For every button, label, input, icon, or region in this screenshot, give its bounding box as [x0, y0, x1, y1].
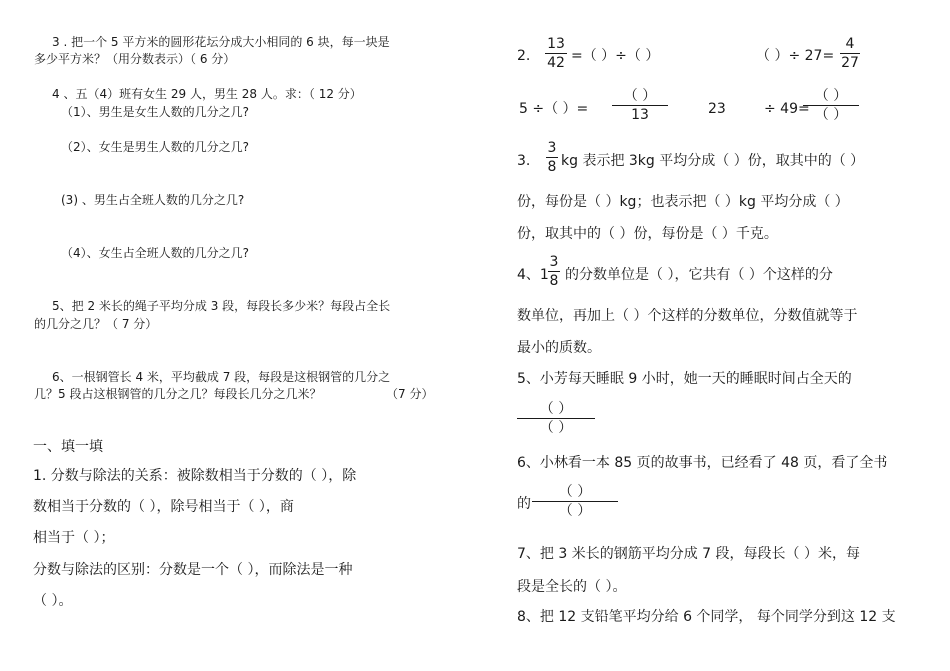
- q2-number-23: 23: [708, 101, 726, 117]
- fill1-line3: 相当于（ ）；: [33, 530, 115, 546]
- fraction-denominator: （ ）: [814, 107, 848, 123]
- q5-line1: 5、小芳每天睡眠 9 小时，她一天的睡眠时间占全天的: [517, 371, 852, 387]
- fill1-line4: 分数与除法的区别：分数是一个（ ），而除法是一种: [33, 562, 353, 578]
- q4-line1: 4 、五（4）班有女生 29 人，男生 28 人。求：（ 12 分）: [52, 87, 362, 101]
- q2-fraction-4-27: [840, 37, 860, 70]
- section-title: 一、填一填: [33, 439, 103, 455]
- fraction-bar: [548, 271, 560, 272]
- q3-line1-rest: kg 表示把 3kg 平均分成（ ）份，取其中的（ ）: [561, 153, 865, 169]
- q3-fraction-3-8: [546, 141, 558, 174]
- fraction-numerator: 4: [845, 36, 855, 52]
- fraction-bar: [612, 105, 668, 106]
- q6-line1: 6、一根钢管长 4 米，平均截成 7 段，每段是这根钢管的几分之: [52, 370, 391, 384]
- fraction-denominator: 8: [547, 159, 557, 175]
- fraction-bar: [545, 53, 567, 54]
- q8-line1: 8、把 12 支铅笔平均分给 6 个同学， 每个同学分到这 12 支: [517, 609, 896, 625]
- q2-fraction-13-42: [545, 37, 567, 70]
- q6-prefix: 的: [517, 496, 531, 512]
- fraction-denominator: 27: [841, 55, 859, 71]
- q5-line2: 的几分之几？（ 7 分）: [34, 317, 158, 331]
- q2-equation1: =（ ）÷（ ）: [571, 48, 660, 64]
- q5-answer-fraction: [517, 402, 595, 435]
- q2-line2-start: 5 ÷（ ）=: [519, 101, 589, 117]
- q6-score: （7 分）: [386, 387, 434, 401]
- q3-line3: 份，取其中的（ ）份，每份是（ ）千克。: [517, 226, 778, 242]
- q4-sub2: （2）、女生是男生人数的几分之几?: [61, 140, 250, 154]
- fraction-bar: [517, 418, 595, 419]
- q2-fraction-blank-blank: [803, 89, 859, 122]
- q2-equation2: （ ）÷ 27=: [756, 48, 835, 64]
- q2-label: 2.: [517, 48, 531, 64]
- fill1-line1: 1. 分数与除法的关系：被除数相当于分数的（ ），除: [33, 468, 357, 484]
- fraction-numerator: （ ）: [814, 88, 848, 104]
- fraction-bar: [546, 157, 558, 158]
- q6-answer-fraction: [532, 485, 618, 518]
- q2-fraction-blank-13: [612, 89, 668, 122]
- fraction-numerator: 13: [547, 36, 565, 52]
- fraction-numerator: 3: [549, 254, 559, 270]
- q3-line2: 份，每份是（ ）kg；也表示把（ ）kg 平均分成（ ）: [517, 194, 849, 210]
- fraction-denominator: 8: [549, 273, 559, 289]
- fraction-numerator: 3: [547, 140, 557, 156]
- q4-label: 4、1: [517, 267, 549, 283]
- fraction-bar: [532, 501, 618, 502]
- fill1-line5: （ ）。: [33, 593, 73, 609]
- fraction-numerator: （ ）: [623, 88, 657, 104]
- q4-line3: 最小的质数。: [517, 340, 601, 356]
- q4-sub4: （4）、女生占全班人数的几分之几?: [61, 246, 250, 260]
- fraction-denominator: （ ）: [558, 503, 592, 519]
- fraction-bar: [840, 53, 860, 54]
- q4-line2: 数单位，再加上（ ）个这样的分数单位，分数值就等于: [517, 308, 858, 324]
- fill1-line2: 数相当于分数的（ ），除号相当于（ ），商: [33, 499, 294, 515]
- q3-line2: 多少平方米？（用分数表示）（ 6 分）: [34, 52, 236, 66]
- q5-line1: 5、把 2 米长的绳子平均分成 3 段，每段长多少米？每段占全长: [52, 299, 391, 313]
- q2-divide-49: ÷ 49=: [764, 101, 810, 117]
- q7-line1: 7、把 3 米长的钢筋平均分成 7 段，每段长（ ）米，每: [517, 546, 860, 562]
- q4-fraction-3-8: [548, 255, 560, 288]
- q7-line2: 段是全长的（ ）。: [517, 579, 627, 595]
- q4-sub1: （1）、男生是女生人数的几分之几?: [61, 105, 250, 119]
- fraction-denominator: （ ）: [539, 420, 573, 436]
- fraction-numerator: （ ）: [539, 401, 573, 417]
- fraction-bar: [803, 105, 859, 106]
- q4-sub3: (3) 、男生占全班人数的几分之几?: [61, 193, 245, 207]
- fraction-numerator: （ ）: [558, 484, 592, 500]
- q3-label: 3.: [517, 153, 531, 169]
- q4-line1-rest: 的分数单位是（ ），它共有（ ）个这样的分: [565, 267, 833, 283]
- q6-line1: 6、小林看一本 85 页的故事书，已经看了 48 页，看了全书: [517, 455, 888, 471]
- q6-line2: 几？5 段占这根钢管的几分之几？每段长几分之几米？: [34, 387, 322, 401]
- q3-line1: 3 . 把一个 5 平方米的圆形花坛分成大小相同的 6 块，每一块是: [52, 35, 390, 49]
- fraction-denominator: 42: [547, 55, 565, 71]
- fraction-denominator: 13: [631, 107, 649, 123]
